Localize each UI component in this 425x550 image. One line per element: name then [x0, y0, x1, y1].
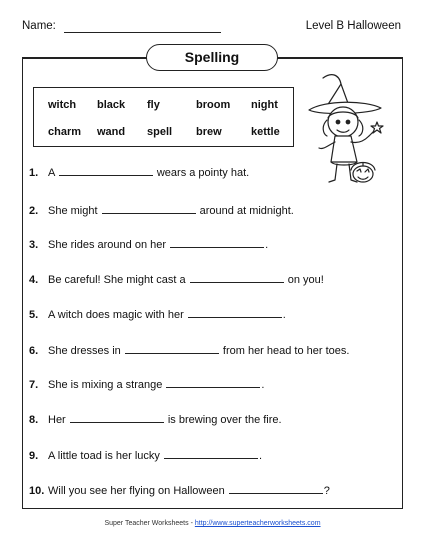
name-label: Name:: [22, 20, 56, 32]
question-10: [29, 484, 330, 497]
word-bank-word: spell: [147, 126, 173, 138]
level-label: Level B Halloween: [305, 20, 401, 32]
question-9: [29, 449, 262, 462]
answer-blank[interactable]: [164, 449, 258, 459]
question-text-before: She is mixing a strange: [48, 379, 163, 391]
answer-blank[interactable]: [102, 204, 196, 214]
question-text-after: around at midnight.: [199, 205, 294, 217]
word-bank-word: night: [251, 99, 278, 111]
question-text-after: from her head to her toes.: [222, 345, 350, 357]
footer: [0, 520, 425, 527]
question-number: 9.: [29, 450, 39, 462]
question-text-before: Will you see her flying on Halloween: [48, 485, 225, 497]
question-text-after: .: [258, 450, 263, 462]
word-bank-word: brew: [196, 126, 222, 138]
question-7: [29, 378, 264, 391]
question-8: [29, 413, 282, 426]
answer-blank[interactable]: [229, 484, 323, 494]
question-3: [29, 238, 268, 251]
question-number: 7.: [29, 379, 39, 391]
footer-text: Super Teacher Worksheets -: [104, 520, 193, 527]
answer-blank[interactable]: [125, 344, 219, 354]
word-bank: [33, 87, 294, 147]
question-number: 5.: [29, 309, 39, 321]
witch-illustration: [305, 70, 393, 188]
question-number: 2.: [29, 205, 39, 217]
question-number: 8.: [29, 414, 39, 426]
question-text-after: .: [261, 379, 265, 391]
question-6: [29, 344, 349, 357]
question-2: [29, 204, 294, 217]
name-line: [64, 32, 221, 33]
question-text-before: A little toad is her lucky: [48, 450, 160, 462]
question-text-before: A witch does magic with her: [48, 309, 184, 321]
answer-blank[interactable]: [190, 273, 284, 283]
question-text-before: She dresses in: [48, 345, 121, 357]
word-bank-word: fly: [147, 99, 160, 111]
question-number: 6.: [29, 345, 39, 357]
question-number: 4.: [29, 274, 39, 286]
question-text-before: She might: [48, 205, 98, 217]
question-text-after: wears a pointy hat.: [156, 167, 250, 179]
question-1: [29, 166, 249, 179]
answer-blank[interactable]: [170, 238, 264, 248]
question-text-before: Her: [48, 414, 66, 426]
question-text-after: .: [265, 239, 269, 251]
footer-link[interactable]: http://www.superteacherworksheets.com: [194, 520, 321, 527]
word-bank-word: witch: [48, 99, 77, 111]
word-bank-word: charm: [48, 126, 82, 138]
question-5: [29, 308, 286, 321]
word-bank-word: kettle: [251, 126, 280, 138]
question-text-after: .: [282, 309, 286, 321]
question-number: 1.: [29, 167, 39, 179]
title-rule-right: [278, 57, 403, 58]
title-rule-left: [22, 57, 146, 58]
question-text-before: She rides around on her: [48, 239, 167, 251]
question-number: 3.: [29, 239, 39, 251]
question-text-after: on you!: [287, 274, 324, 286]
question-text-before: A: [48, 167, 55, 179]
answer-blank[interactable]: [70, 413, 164, 423]
title-pill: Spelling: [146, 44, 278, 71]
question-number: 10.: [29, 485, 45, 497]
question-text-after: ?: [323, 485, 330, 497]
answer-blank[interactable]: [166, 378, 260, 388]
word-bank-word: black: [97, 99, 126, 111]
question-text-after: is brewing over the fire.: [167, 414, 282, 426]
question-text-before: Be careful! She might cast a: [48, 274, 186, 286]
question-4: [29, 273, 324, 286]
answer-blank[interactable]: [188, 308, 282, 318]
answer-blank[interactable]: [59, 166, 153, 176]
word-bank-word: wand: [97, 126, 126, 138]
word-bank-word: broom: [196, 99, 231, 111]
